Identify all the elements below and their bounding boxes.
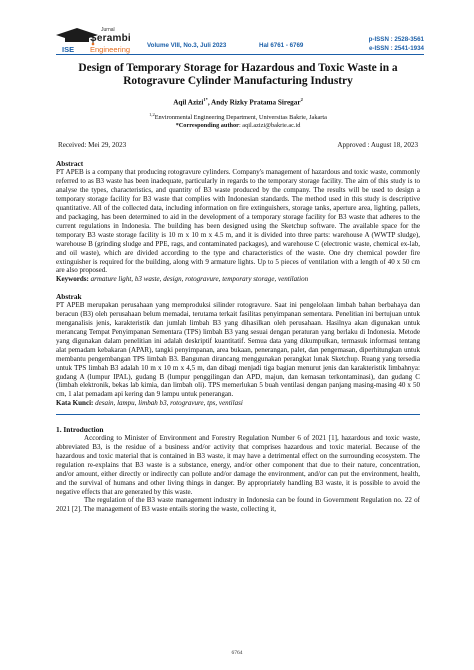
journal-subname: Engineering	[90, 45, 131, 54]
paper-title: Design of Temporary Storage for Hazardous and Toxic Waste in a Rotogravure Cylinder Manufacturing Industry	[78, 62, 398, 87]
section-rule	[56, 414, 420, 415]
page-range: Hal 6761 - 6769	[259, 42, 304, 49]
abstrak-keywords	[56, 399, 420, 408]
dates-row	[56, 141, 420, 151]
abstract-keywords	[56, 275, 420, 284]
journal-header	[0, 0, 474, 54]
abstract-label: Abstract	[56, 159, 84, 169]
corr-label: *Corresponding author	[175, 122, 239, 130]
author-b: Andy Rizky Pratama Siregar	[211, 98, 301, 107]
e-issn: e-ISSN : 2541-1934	[368, 45, 424, 52]
author-sep: ,	[207, 98, 212, 107]
approved-date: Approved : August 18, 2023	[337, 141, 418, 150]
affil-sup: 1,2	[149, 112, 155, 118]
corr-email: : aqil.azizi@bakrie.ac.id	[238, 122, 301, 130]
journal-name: Serambi	[90, 33, 131, 44]
affil-text: Environmental Engineering Department, Universitas Bakrie, Jakarta	[154, 114, 327, 122]
volume-info: Volume VIII, No.3, Juli 2023	[147, 42, 227, 49]
intro-paragraph-1: According to Minister of Environment and Forestry Regulation Number 6 of 2021 [1], hazardous and toxic waste, abbreviated B3, is the residue of a business and/or activity that comprises hazardous and toxic material. Because of the hazardous and toxic material that is contained in B3 waste, it may have a detrimental effect on the surrounding ecosystem. The regulation re-explains that B3 waste is a substance, energy, and/or other component that due to their nature, concentration, and/or amount, either directly or indirectly can pollute and/or damage the environment, and/or can put the environment, health, and the survival of humans and other living things in danger. By appropriately handling B3 waste, it is possible to avoid the negative effects that are generated by this waste.	[56, 434, 420, 496]
abstrak-text: PT APEB merupakan perusahaan yang memproduksi silinder rotogravure. Saat ini pengelolaan limbah bahan berbahaya dan beracun (B3) oleh perusahaan belum memadai, terutama terkait fasilitas penyimpanan sementara. Penelitian ini bertujuan untuk menganalisis jenis, karakteristik dan jumlah limbah B3 yang dihasilkan oleh perusahaan. Hasilnya akan digunakan untuk merancang Tempat Penyimpanan Sementara (TPS) limbah B3 yang sesuai dengan peraturan yang berlaku di Indonesia. Metode yang digunakan dalam penelitian ini adalah deskriptif kuantitatif. Semua data yang dikumpulkan, termasuk informasi tentang alat pemadam kebakaran (APAR), tangki penyimpanan, area bukaan, penerangan, palet, dan pengemasan, diperhitungkan untuk membantu pengembangan TPS limbah B3. Bangunan dirancang menggunakan perangkat lunak Sketchup. Ruang yang tersedia untuk TPS limbah B3 adalah 10 m x 10 m x 4,5 m, dan dibagi menjadi tiga bagian menurut jenis dan karakteristik limbahnya: gudang A (lumpur IPAL), gudang B (lumpur penggilingan dan APD, majun, dan kemasan terkontaminasi), dan gudang C (limbah elektronik, bekas lab kimia, dan limbah oli). TPS memerlukan 5 buah ventilasi dengan panjang masing-masing 40 x 50 cm, 1 alat pemadam api kering dan 9 lampu untuk penerangan.	[56, 301, 420, 399]
author-a: Aqil Azizi	[173, 98, 204, 107]
affiliation	[56, 111, 420, 130]
paper-body	[56, 60, 420, 514]
intro-paragraph-2: The regulation of the B3 waste management industry in Indonesia can be found in Government Regulation no. 22 of 2021 [2]. The management of B3 waste entails storing the waste, collecting it,	[56, 496, 420, 514]
received-date: Received: Mei 29, 2023	[58, 141, 127, 150]
issn-block	[369, 35, 424, 53]
kata-kunci-label: Kata Kunci:	[56, 399, 94, 408]
author-line	[56, 97, 420, 106]
p-issn: p-ISSN : 2528-3561	[368, 36, 424, 43]
author-b-sup: 2	[300, 97, 303, 102]
kata-kunci-list: desain, lampu, limbah b3, rotogravure, tps, ventilasi	[93, 399, 243, 408]
keywords-label: Keywords:	[56, 275, 89, 284]
abstract-text: PT APEB is a company that producing rotogravure cylinders. Company's management of hazardous and toxic waste, commonly referred to as B3 waste has been inadequate, particularly in regards to the temporary storage facility. The aim of this study is to analyse the types, characteristics, and quantity of B3 waste produced by the company. The results will be used to design a temporary storage facility for B3 waste that complies with Indonesian standards. The method used in this study is descriptive quantitative. All of the collected data, including information on fire extinguishers, storage tanks, aperture area, lighting, pallets, and packaging, has been determined to aid in the development of a temporary storage facility for B3 waste that adheres to the current regulations in Indonesia. The building has been designed using the Sketchup software. The available space for the temporary B3 waste storage facility is 10 m x 10 m x 4.5 m, and it is divided into three parts: warehouse A (WWTP sludge), warehouse B (grinding sludge and PPE, rags, and contaminated packages), and warehouse C (electronic waste, chemical ex-lab, and oil waste), which are divided according to the type and characteristics of the waste. One dry chemical powder fire extinguisher is required for the building, along with 9 armature lights. Up to 5 pieces of ventilation with a length of 40 x 50 cm are also proposed.	[56, 168, 420, 275]
journal-label: Jurnal	[101, 27, 115, 33]
author-a-sup: 1*	[203, 97, 208, 102]
keywords-list: armature light, b3 waste, design, rotogravure, temporary storage, ventilation	[88, 275, 309, 284]
header-rule	[56, 54, 424, 55]
abstrak-label: Abstrak	[56, 292, 82, 302]
intro-heading: 1. Introduction	[56, 425, 104, 435]
page-number: 6764	[231, 650, 243, 656]
journal-abbrev: ISE	[62, 45, 75, 54]
